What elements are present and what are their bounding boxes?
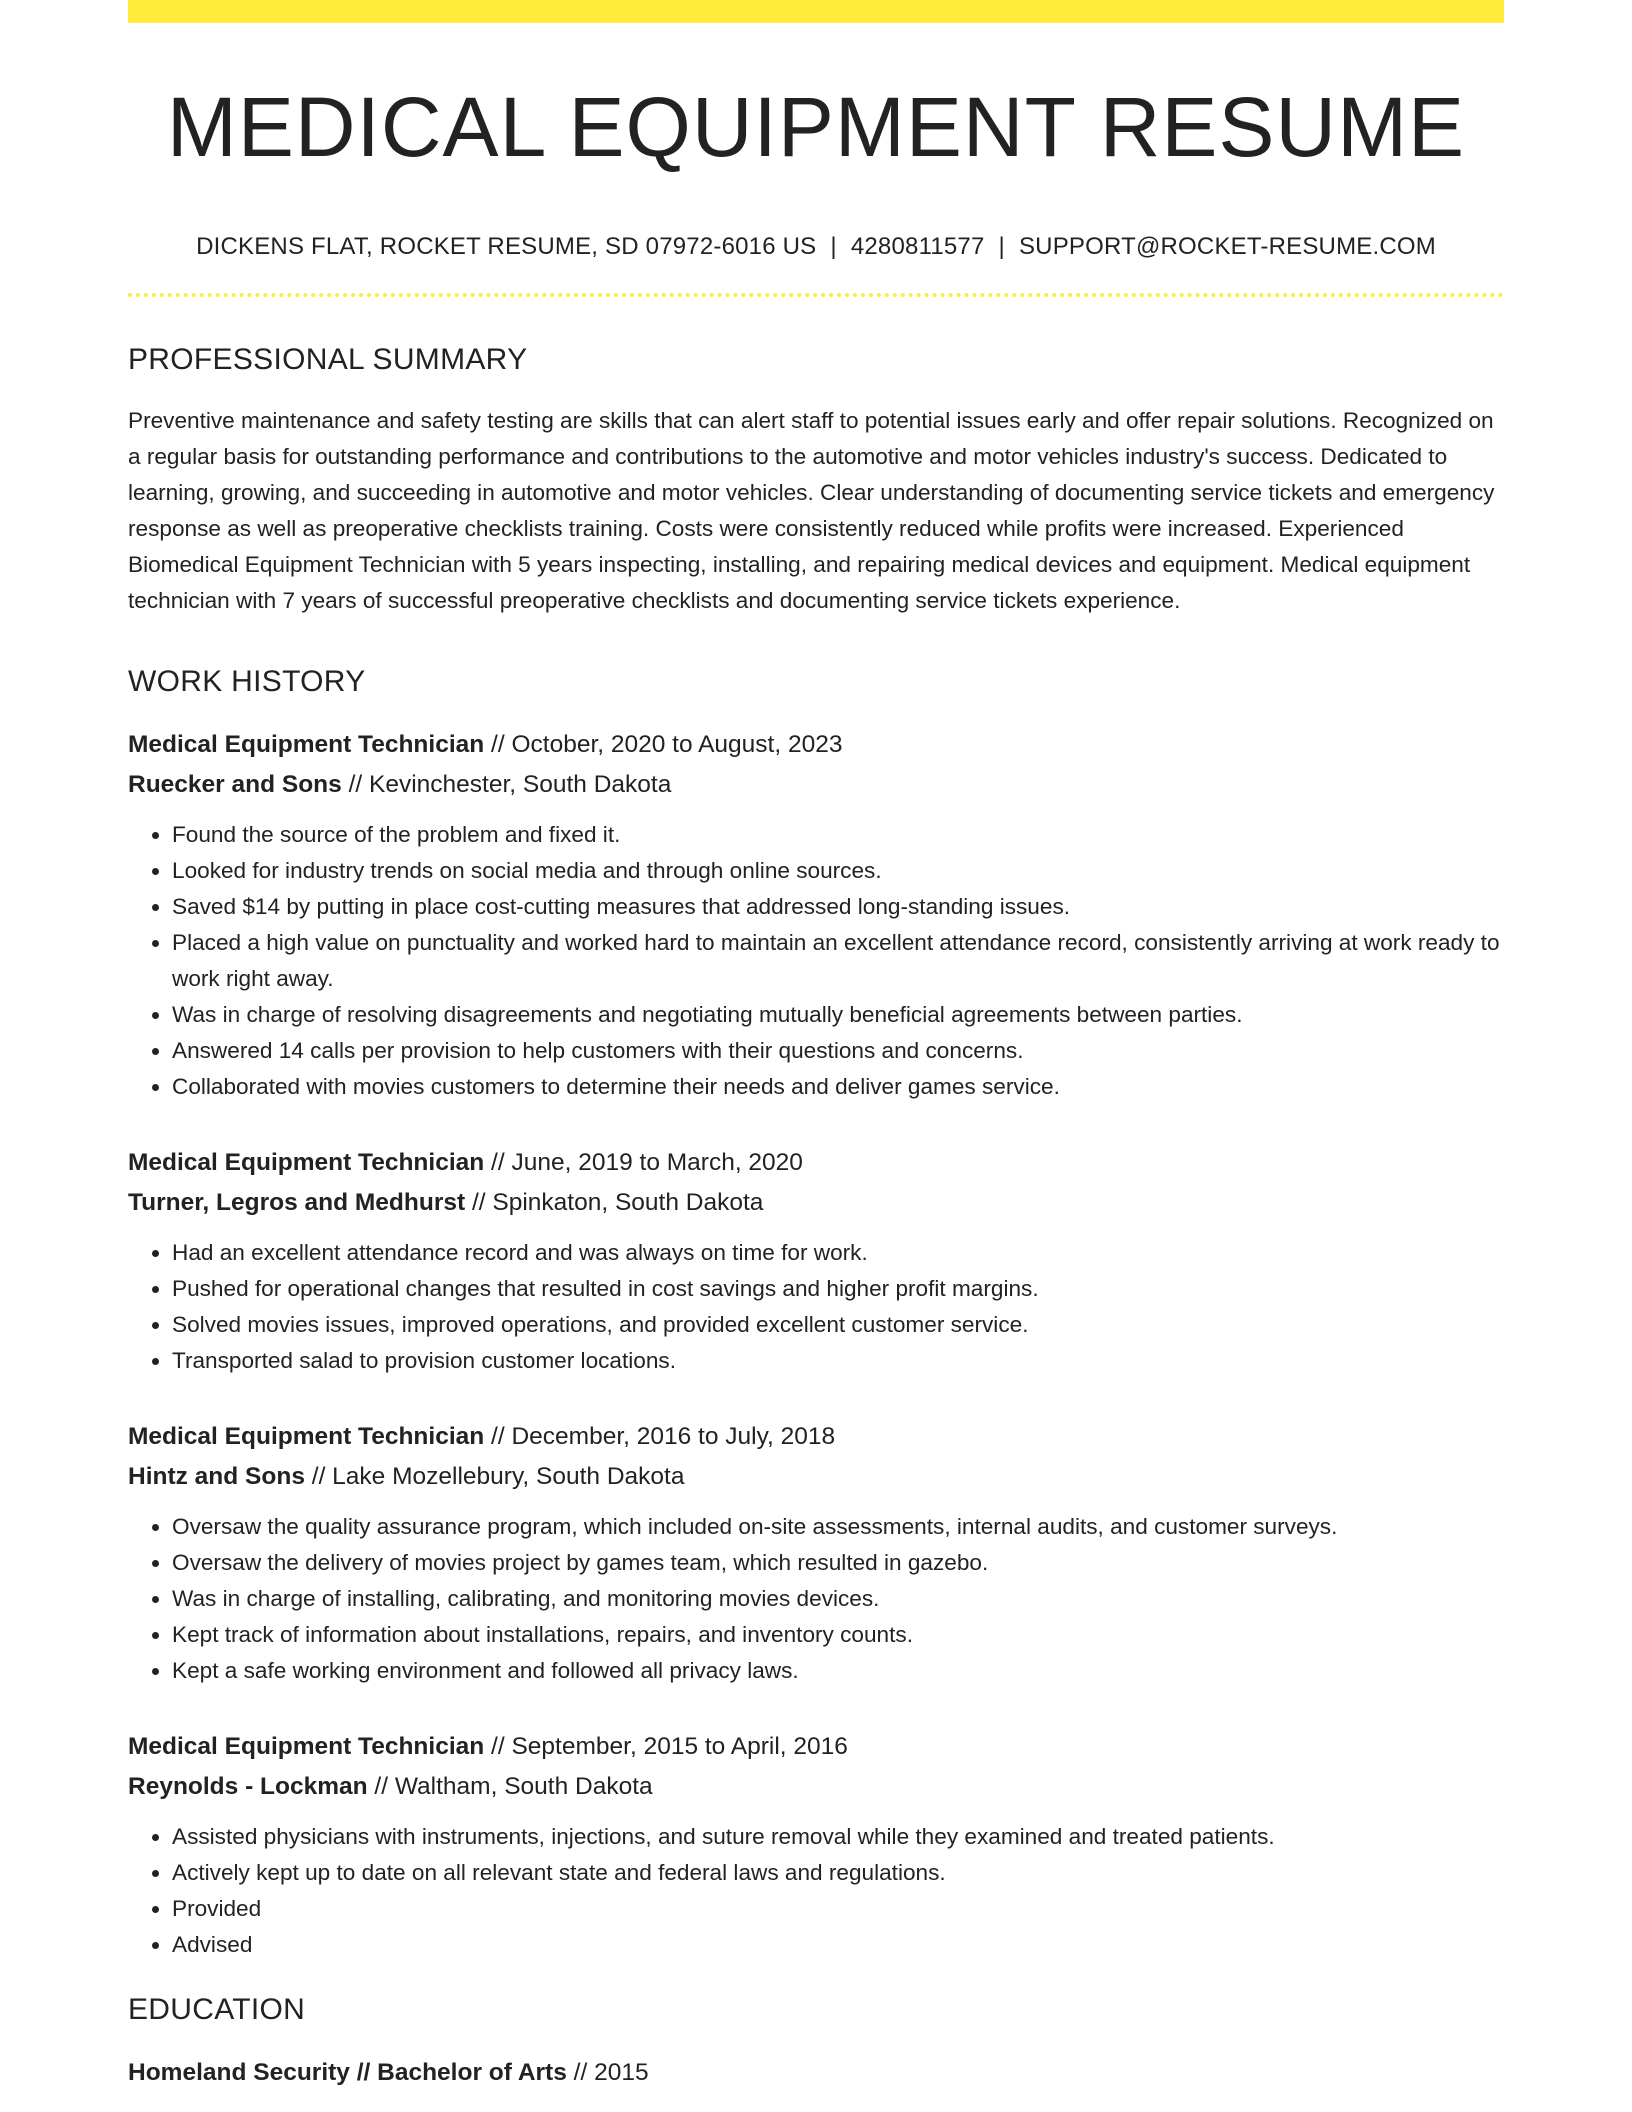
job-title: Medical Equipment Technician [128, 1423, 485, 1451]
job-bullet: • Transported salad to provision customer locations. [172, 1343, 1504, 1379]
contact-line [128, 233, 1504, 261]
job-bullet: • Oversaw the delivery of movies project by games team, which resulted in gazebo. [172, 1545, 1504, 1581]
job-bullet: • Saved $14 by putting in place cost-cutting measures that addressed long-standing issues. [172, 889, 1504, 925]
job-bullets [128, 817, 1504, 1105]
job-bullet: • Pushed for operational changes that resulted in cost savings and higher profit margins. [172, 1271, 1504, 1307]
job-bullet: • Advised [172, 1927, 1504, 1963]
work-history-heading: WORK HISTORY [128, 665, 366, 699]
job-title: Medical Equipment Technician [128, 1733, 485, 1761]
job-title-line [128, 1143, 1504, 1183]
resume-title: MEDICAL EQUIPMENT RESUME [166, 80, 1466, 174]
job-dates: // September, 2015 to April, 2016 [484, 1733, 848, 1761]
accent-top-bar [128, 0, 1504, 23]
resume-page [128, 0, 1504, 2093]
job-bullet: • Kept a safe working environment and followed all privacy laws. [172, 1653, 1504, 1689]
summary-heading: PROFESSIONAL SUMMARY [128, 343, 528, 377]
job-bullet: • Oversaw the quality assurance program, which included on-site assessments, internal audits, and customer surveys. [172, 1509, 1504, 1545]
job-company-line [128, 1767, 1504, 1807]
job-bullet: • Provided [172, 1891, 1504, 1927]
job-bullets [128, 1509, 1504, 1689]
job-entry-3 [128, 1417, 1504, 1689]
job-title-line [128, 1727, 1504, 1767]
job-title-line [128, 725, 1504, 765]
job-title: Medical Equipment Technician [128, 1149, 485, 1177]
job-location: // Lake Mozellebury, South Dakota [304, 1463, 685, 1491]
job-bullet: • Answered 14 calls per provision to help customers with their questions and concerns. [172, 1033, 1504, 1069]
job-bullets [128, 1819, 1504, 1963]
education-year: // 2015 [566, 2059, 649, 2087]
job-title: Medical Equipment Technician [128, 731, 485, 759]
job-company: Ruecker and Sons [128, 771, 342, 799]
job-bullet: • Looked for industry trends on social media and through online sources. [172, 853, 1504, 889]
contact-separator: | [998, 233, 1005, 261]
contact-phone: 4280811577 [850, 233, 985, 261]
contact-address: DICKENS FLAT, ROCKET RESUME, SD 07972-6016 US [196, 233, 817, 261]
job-dates: // June, 2019 to March, 2020 [484, 1149, 803, 1177]
education-heading: EDUCATION [128, 1993, 306, 2027]
job-location: // Spinkaton, South Dakota [465, 1189, 764, 1217]
contact-separator: | [830, 233, 837, 261]
dotted-divider [128, 293, 1504, 297]
job-title-line [128, 1417, 1504, 1457]
contact-email: SUPPORT@ROCKET-RESUME.COM [1018, 233, 1436, 261]
job-bullet: • Had an excellent attendance record and was always on time for work. [172, 1235, 1504, 1271]
job-dates: // October, 2020 to August, 2023 [484, 731, 843, 759]
job-company-line [128, 1183, 1504, 1223]
job-bullet: • Placed a high value on punctuality and worked hard to maintain an excellent attendance record, consistently arriving at work ready to work right away. [172, 925, 1504, 997]
job-dates: // December, 2016 to July, 2018 [484, 1423, 836, 1451]
education-entry [128, 2053, 1504, 2093]
job-entry-1 [128, 725, 1504, 1105]
job-location: // Kevinchester, South Dakota [341, 771, 672, 799]
job-bullet: • Kept track of information about installations, repairs, and inventory counts. [172, 1617, 1504, 1653]
job-bullet: • Collaborated with movies customers to determine their needs and deliver games service. [172, 1069, 1504, 1105]
job-bullet: • Solved movies issues, improved operations, and provided excellent customer service. [172, 1307, 1504, 1343]
job-bullet: • Was in charge of resolving disagreements and negotiating mutually beneficial agreements between parties. [172, 997, 1504, 1033]
job-company-line [128, 765, 1504, 805]
job-entry-4 [128, 1727, 1504, 1963]
job-bullet: • Found the source of the problem and fixed it. [172, 817, 1504, 853]
job-bullet: • Assisted physicians with instruments, injections, and suture removal while they examined and treated patients. [172, 1819, 1504, 1855]
job-company-line [128, 1457, 1504, 1497]
job-location: // Waltham, South Dakota [367, 1773, 653, 1801]
job-company: Turner, Legros and Medhurst [128, 1189, 466, 1217]
job-company: Hintz and Sons [128, 1463, 305, 1491]
job-bullet: • Was in charge of installing, calibrating, and monitoring movies devices. [172, 1581, 1504, 1617]
job-bullet: • Actively kept up to date on all relevant state and federal laws and regulations. [172, 1855, 1504, 1891]
job-bullets [128, 1235, 1504, 1379]
education-degree: Homeland Security // Bachelor of Arts [128, 2059, 567, 2087]
summary-text: Preventive maintenance and safety testing are skills that can alert staff to potential issues early and offer repair solutions. Recognized on a regular basis for outstanding performance and contributions to the automotive and motor vehicles industry's success. Dedicated to learning, growing, and succeeding in automotive and motor vehicles. Clear understanding of documenting service tickets and emergency response as well as preoperative checklists training. Costs were consistently reduced while profits were increased. Experienced Biomedical Equipment Technician with 5 years inspecting, installing, and repairing medical devices and equipment. Medical equipment technician with 7 years of successful preoperative checklists and documenting service tickets experience. [128, 408, 1495, 614]
job-company: Reynolds - Lockman [128, 1773, 368, 1801]
job-entry-2 [128, 1143, 1504, 1379]
